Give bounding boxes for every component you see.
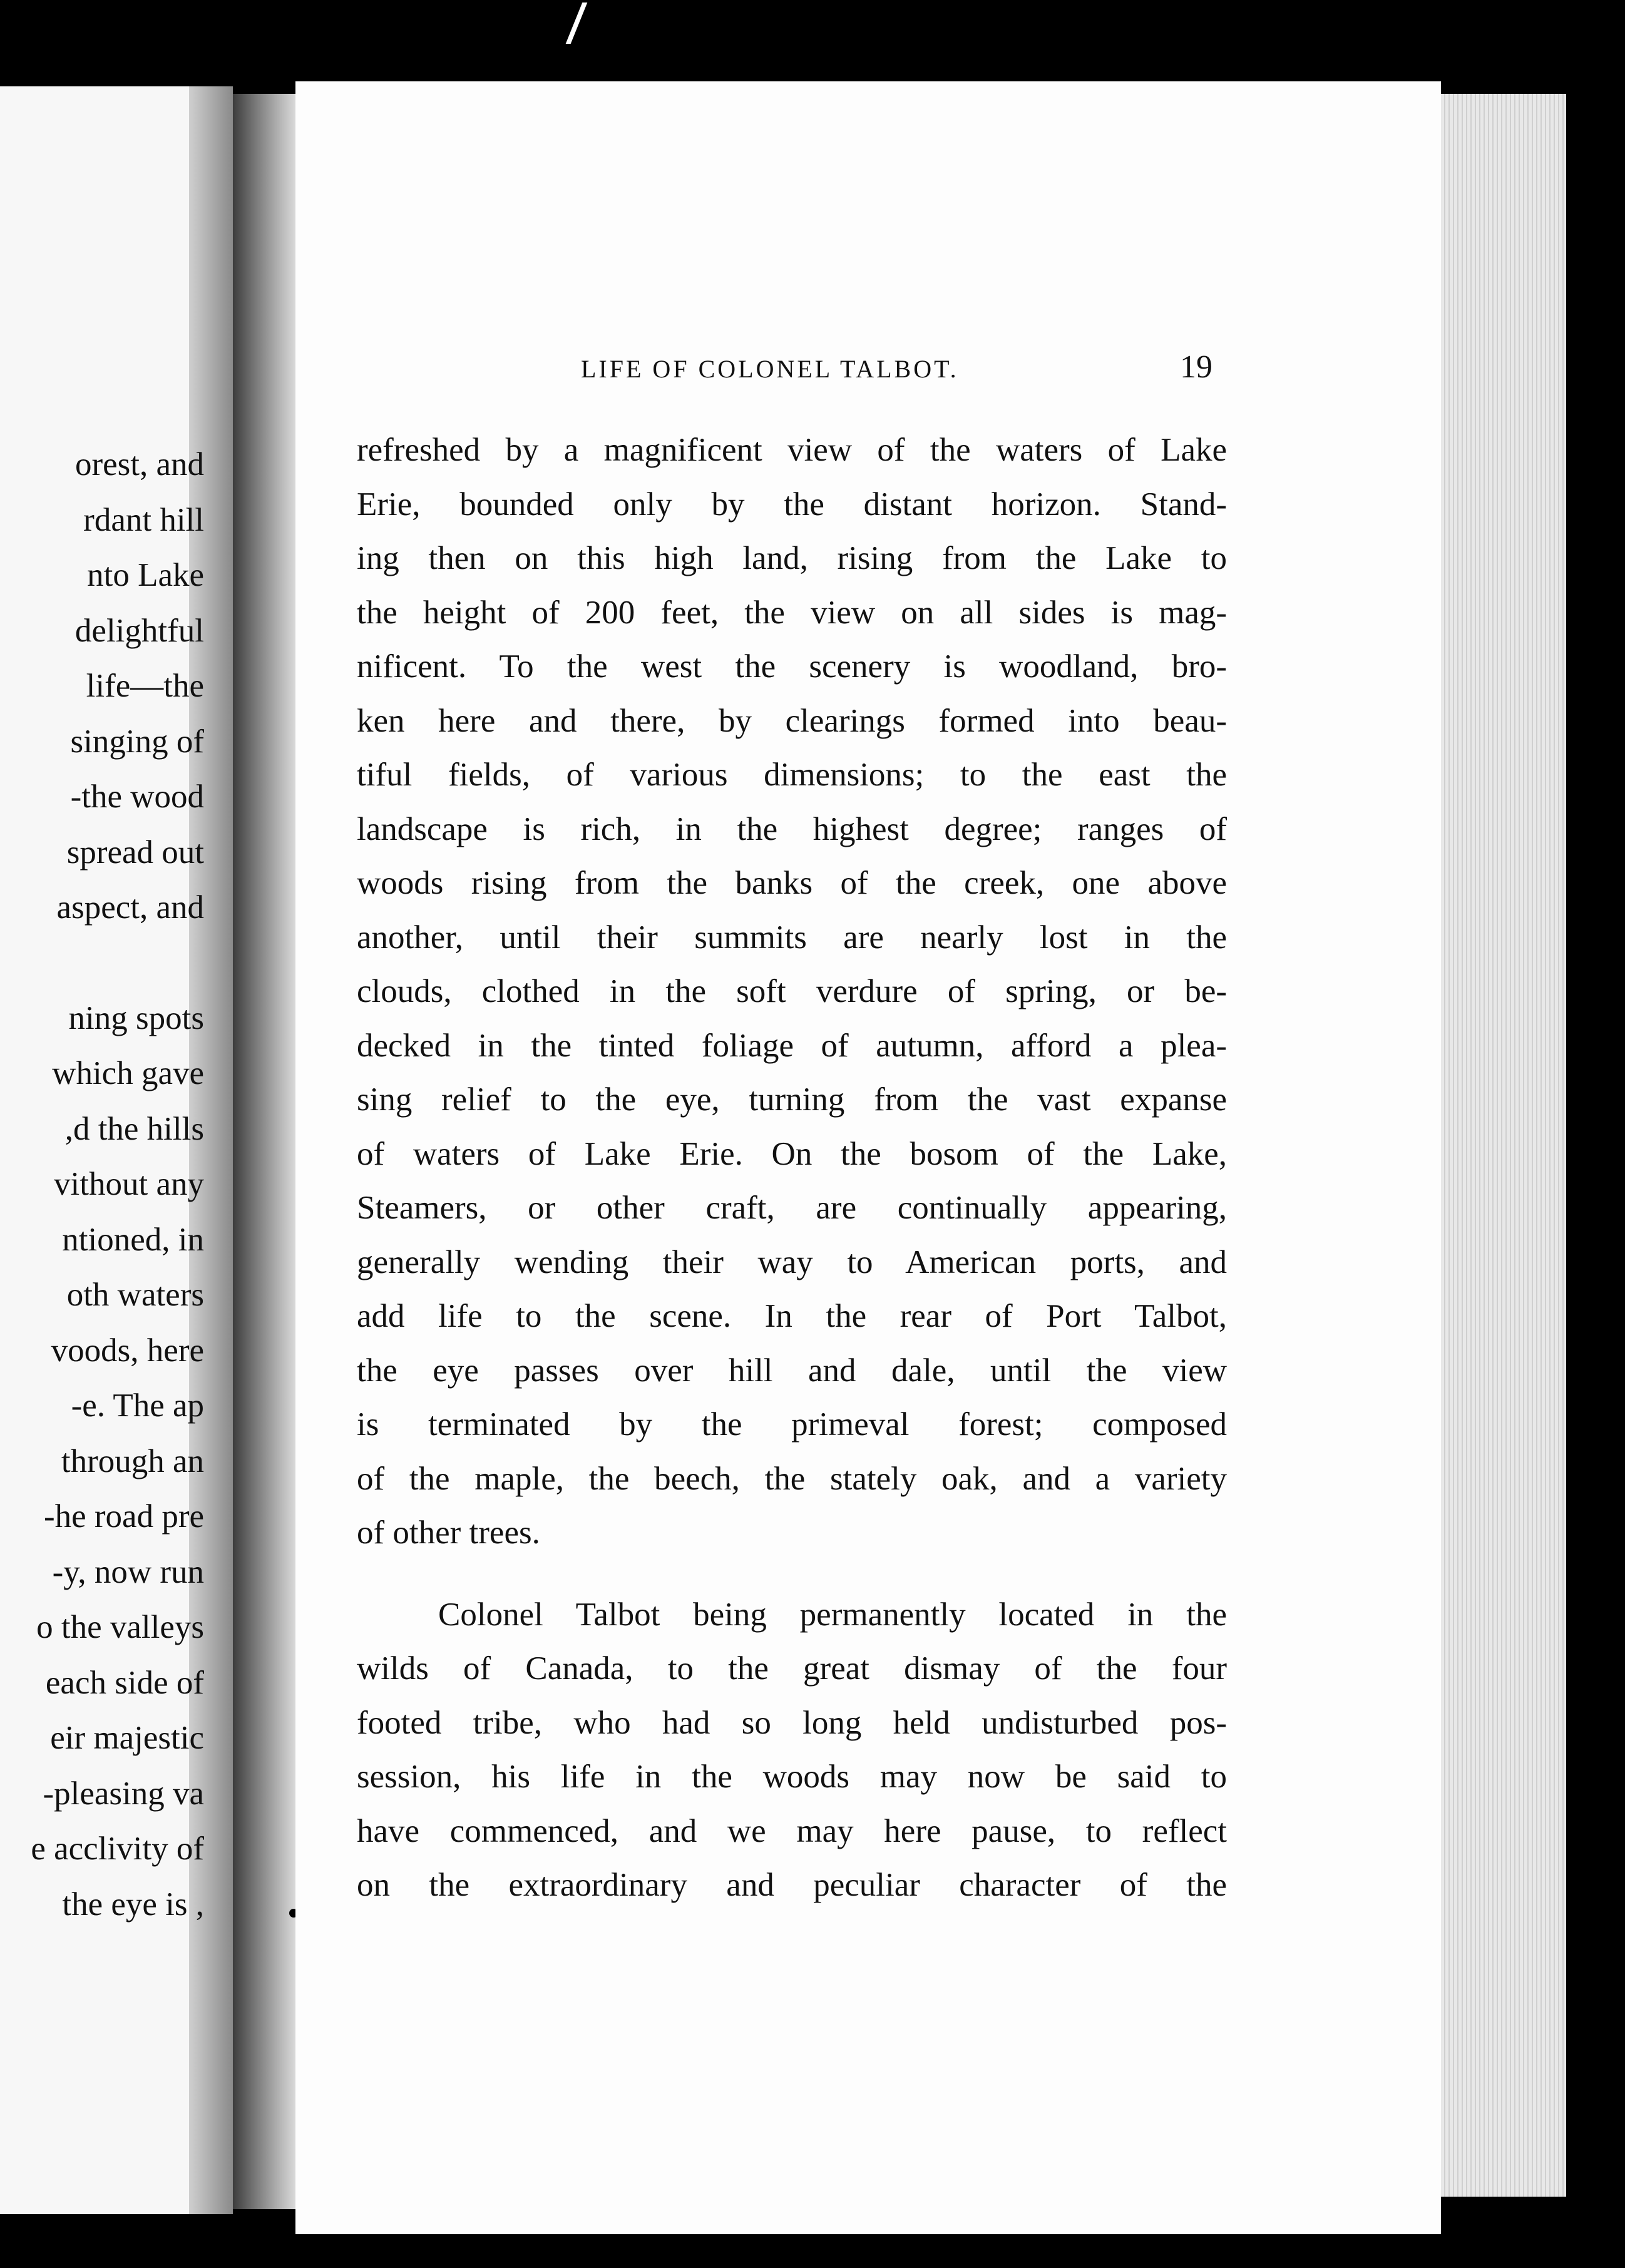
text-line: wilds of Canada, to the great dismay of the four [357,1650,1227,1687]
left-line: o the valleys [36,1609,204,1645]
left-line: oth waters [66,1277,204,1313]
text-line: Erie, bounded only by the distant horizon. Stand- [357,486,1227,523]
text-line: clouds, clothed in the soft verdure of spring, or be- [357,973,1227,1009]
text-line: refreshed by a magnificent view of the waters of Lake [357,432,1227,468]
text-line: is terminated by the primeval forest; composed [357,1406,1227,1443]
left-line: which gave [52,1055,204,1091]
text-line: nificent. To the west the scenery is woodland, bro- [357,648,1227,685]
text-line: add life to the scene. In the rear of Port Talbot, [357,1298,1227,1334]
text-line: woods rising from the banks of the creek, one above [357,865,1227,901]
text-line: of other trees. [357,1515,540,1551]
left-line: eir majestic [50,1720,204,1756]
text-line: ing then on this high land, rising from the Lake to [357,540,1227,576]
left-paragraph-gap [0,936,204,991]
left-line: rdant hill [83,501,204,538]
left-line: each side of [45,1664,204,1701]
text-line: the height of 200 feet, the view on all sides is mag- [357,594,1227,631]
text-line: sing relief to the eye, turning from the vast expanse [357,1081,1227,1118]
left-line: through an [61,1443,204,1479]
page-edges [1441,94,1566,2197]
left-line: the wood- [70,779,204,815]
text-line: session, his life in the woods may now be said to [357,1759,1227,1795]
left-line: d the hills, [64,1110,204,1147]
text-line: landscape is rich, in the highest degree; ranges of [357,810,1227,847]
text-line: ken here and there, by clearings formed into beau- [357,702,1227,739]
text-line: generally wending their way to American ports, and [357,1244,1227,1280]
left-line: he road pre- [43,1498,204,1535]
left-line: orest, and [74,446,204,483]
left-line: vithout any [54,1166,204,1202]
text-line: have commenced, and we may here pause, to reflect [357,1812,1227,1849]
text-line: Colonel Talbot being permanently located in the [438,1596,1227,1633]
left-line: pleasing va- [43,1775,204,1812]
left-line: y, now run- [52,1553,204,1590]
left-line: ntioned, in [62,1221,204,1258]
left-line: aspect, and [56,889,204,926]
left-line: ning spots [68,999,204,1036]
text-line: tiful fields, of various dimensions; to the east the [357,757,1227,793]
left-line: nto Lake [87,557,204,593]
text-line: decked in the tinted foliage of autumn, afford a plea- [357,1027,1227,1064]
text-line: on the extraordinary and peculiar character of the [357,1867,1227,1903]
paragraph-gap [357,1560,1227,1588]
left-line: spread out [66,834,204,871]
text-line: Steamers, or other craft, are continually appearing, [357,1190,1227,1226]
text-line: another, until their summits are nearly lost in the [357,919,1227,956]
left-line: singing of [70,723,204,760]
body-text [357,423,1227,1913]
left-line: , the eye is [62,1886,204,1923]
text-line: the eye passes over hill and dale, until the view [357,1352,1227,1389]
left-page-text [0,437,204,1932]
text-line: footed tribe, who had so long held undisturbed pos- [357,1704,1227,1741]
left-line: life—the [86,668,204,704]
page-number: 19 [1180,349,1212,385]
left-line: voods, here [51,1332,204,1369]
left-page [0,86,233,2214]
left-line: delightful [74,612,204,649]
scan-mark [566,3,588,44]
book-spine-shadow [233,94,295,2209]
text-line: of the maple, the beech, the stately oak, and a variety [357,1460,1227,1497]
text-line: of waters of Lake Erie. On the bosom of the Lake, [357,1135,1227,1172]
running-head: LIFE OF COLONEL TALBOT. [581,355,959,383]
left-line: e acclivity of [31,1831,204,1867]
left-line: e. The ap- [71,1387,204,1424]
